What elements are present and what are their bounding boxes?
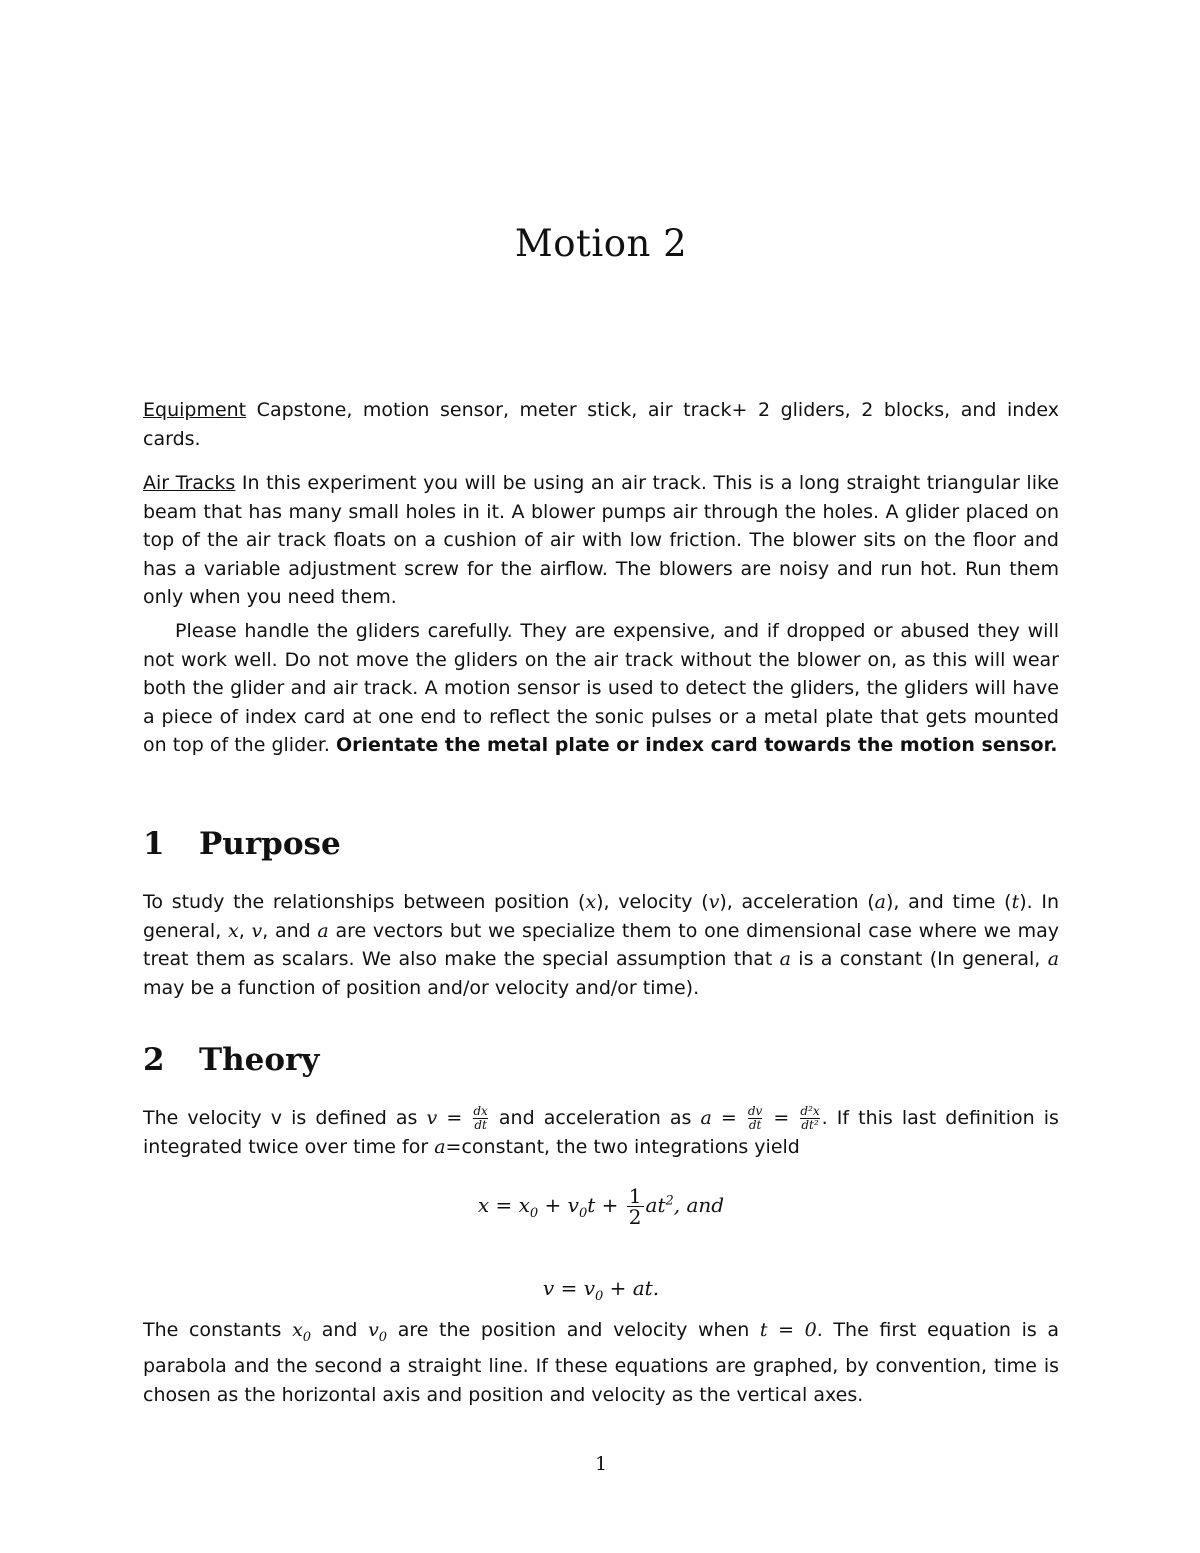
eq1-mid2: t + bbox=[587, 1193, 625, 1217]
fraction-dv-dt bbox=[748, 1105, 762, 1132]
theory-text-7: are the position and velocity when bbox=[387, 1319, 760, 1341]
theory-paragraph-1 bbox=[143, 1104, 1059, 1161]
fraction-numerator: dv bbox=[747, 1104, 763, 1118]
air-tracks-para2-bold: Orientate the metal plate or index card towards the motion sensor. bbox=[335, 734, 1058, 757]
eq1-subscript: 0 bbox=[578, 1206, 588, 1221]
fraction-denominator: dt bbox=[748, 1118, 762, 1132]
fraction-one-half bbox=[627, 1186, 644, 1227]
eq2-left: v = v bbox=[542, 1276, 595, 1300]
air-tracks-para2: Please handle the gliders carefully. They are expensive, and if dropped or abused they will not work well. Do not move the gliders on the air track without the blower on, as this will wear both the glider and air track. A motion sensor is used to detect the gliders, the gliders will have a piece of index card at one end to reflect the sonic pulses or a metal plate that gets mounted on top of the glider. bbox=[143, 619, 1059, 757]
purpose-text-1: To study the relationships between position ( bbox=[143, 891, 586, 913]
section-number-purpose: 1 bbox=[143, 826, 165, 862]
purpose-text-9: is a constant (In general, bbox=[790, 948, 1048, 971]
math-x0: x bbox=[292, 1319, 303, 1341]
eq2-end: + at. bbox=[603, 1276, 660, 1300]
equation-position bbox=[143, 1186, 1059, 1227]
document-page bbox=[143, 0, 1059, 1553]
math-a: a bbox=[779, 948, 791, 971]
air-tracks-section bbox=[143, 469, 1059, 760]
math-v0: v bbox=[368, 1319, 379, 1341]
math-a: a bbox=[874, 891, 886, 913]
document-title: Motion 2 bbox=[514, 222, 688, 265]
section-title-purpose: Purpose bbox=[199, 826, 341, 862]
equipment-paragraph bbox=[143, 396, 1059, 453]
math-x: x bbox=[585, 891, 597, 913]
math-subscript: 0 bbox=[378, 1329, 388, 1345]
math-x: x bbox=[227, 919, 239, 942]
equation-velocity bbox=[143, 1276, 1059, 1304]
air-tracks-paragraph-2 bbox=[143, 617, 1059, 760]
eq1-mid: + v bbox=[538, 1193, 579, 1217]
fraction-numerator: d²x bbox=[800, 1104, 820, 1118]
fraction-numerator: dx bbox=[473, 1104, 488, 1118]
fraction-denominator: dt bbox=[474, 1118, 487, 1132]
purpose-text-3: ), acceleration ( bbox=[719, 891, 875, 913]
eq1-subscript: 0 bbox=[529, 1206, 539, 1221]
eq1-at: at bbox=[645, 1193, 666, 1217]
page-number: 1 bbox=[594, 1453, 608, 1475]
math-v-equals: v = bbox=[426, 1107, 463, 1129]
math-t-equals-zero: t = 0 bbox=[759, 1319, 817, 1341]
purpose-text-5: ). In general, bbox=[143, 891, 1060, 942]
math-a: a bbox=[434, 1135, 446, 1158]
theory-text-1: The velocity v is defined as bbox=[143, 1107, 427, 1129]
math-v: v bbox=[251, 919, 263, 942]
air-tracks-text: In this experiment you will be using an air track. This is a long straight triangular like beam that has many small holes in it. A blower pumps air through the holes. A glider placed on top of the air track floats on a cushion of air with low friction. The blower sits on the floor and has a variable adjustment screw for the airflow. The blowers are noisy and run hot. Run them only when you need them. bbox=[143, 472, 1059, 609]
theory-text-8: . The first equation is a parabola and the second a straight line. If these equations are graphed, by convention, time is chosen as the horizontal axis and position and velocity as the vertical axes. bbox=[143, 1319, 1060, 1406]
math-v: v bbox=[708, 891, 720, 913]
math-equals: = bbox=[773, 1107, 790, 1129]
purpose-text-8: are vectors but we specialize them to one dimensional case where we may treat them as scalars. We also make the special assumption that bbox=[143, 919, 1060, 971]
purpose-paragraph bbox=[143, 888, 1059, 1002]
fraction-denominator: dt² bbox=[801, 1118, 819, 1132]
math-a: a bbox=[1047, 948, 1060, 971]
fraction-d2x-dt2 bbox=[800, 1105, 819, 1132]
purpose-text-10: may be a function of position and/or velocity and/or time). bbox=[143, 976, 700, 999]
purpose-text-6: , bbox=[238, 919, 252, 942]
theory-paragraph-2 bbox=[143, 1316, 1059, 1410]
eq2-subscript: 0 bbox=[595, 1289, 604, 1304]
eq1-superscript: 2 bbox=[665, 1193, 674, 1209]
math-a-equals: a = bbox=[700, 1107, 737, 1129]
eq1-end: , and bbox=[673, 1193, 725, 1217]
math-a: a bbox=[317, 919, 329, 942]
purpose-text-7: , and bbox=[262, 919, 318, 942]
theory-text-6: and bbox=[311, 1319, 369, 1341]
fraction-numerator: 1 bbox=[628, 1184, 642, 1208]
theory-text-2: and acceleration as bbox=[489, 1107, 701, 1129]
theory-text-3: . If this last definition is integrated twice over time for bbox=[143, 1107, 1059, 1158]
equipment-text: Capstone, motion sensor, meter stick, air track+ 2 gliders, 2 blocks, and index cards. bbox=[143, 399, 1059, 450]
fraction-denominator: 2 bbox=[628, 1205, 642, 1229]
section-heading-purpose bbox=[143, 826, 341, 862]
air-tracks-paragraph-1 bbox=[143, 469, 1059, 612]
math-t: t bbox=[1011, 891, 1020, 913]
equipment-lead: Equipment bbox=[143, 399, 247, 421]
section-title-theory: Theory bbox=[199, 1042, 320, 1078]
purpose-text-2: ), velocity ( bbox=[596, 891, 709, 913]
fraction-dx-dt bbox=[473, 1105, 487, 1132]
section-number-theory: 2 bbox=[143, 1042, 165, 1078]
section-heading-theory bbox=[143, 1042, 319, 1078]
theory-text-5: The constants bbox=[143, 1319, 293, 1341]
theory-text-4: =constant, the two integrations yield bbox=[445, 1135, 800, 1158]
purpose-text-4: ), and time ( bbox=[885, 891, 1012, 913]
math-subscript: 0 bbox=[302, 1329, 312, 1345]
air-tracks-lead: Air Tracks bbox=[143, 472, 236, 494]
eq1-left: x = x bbox=[477, 1193, 530, 1217]
